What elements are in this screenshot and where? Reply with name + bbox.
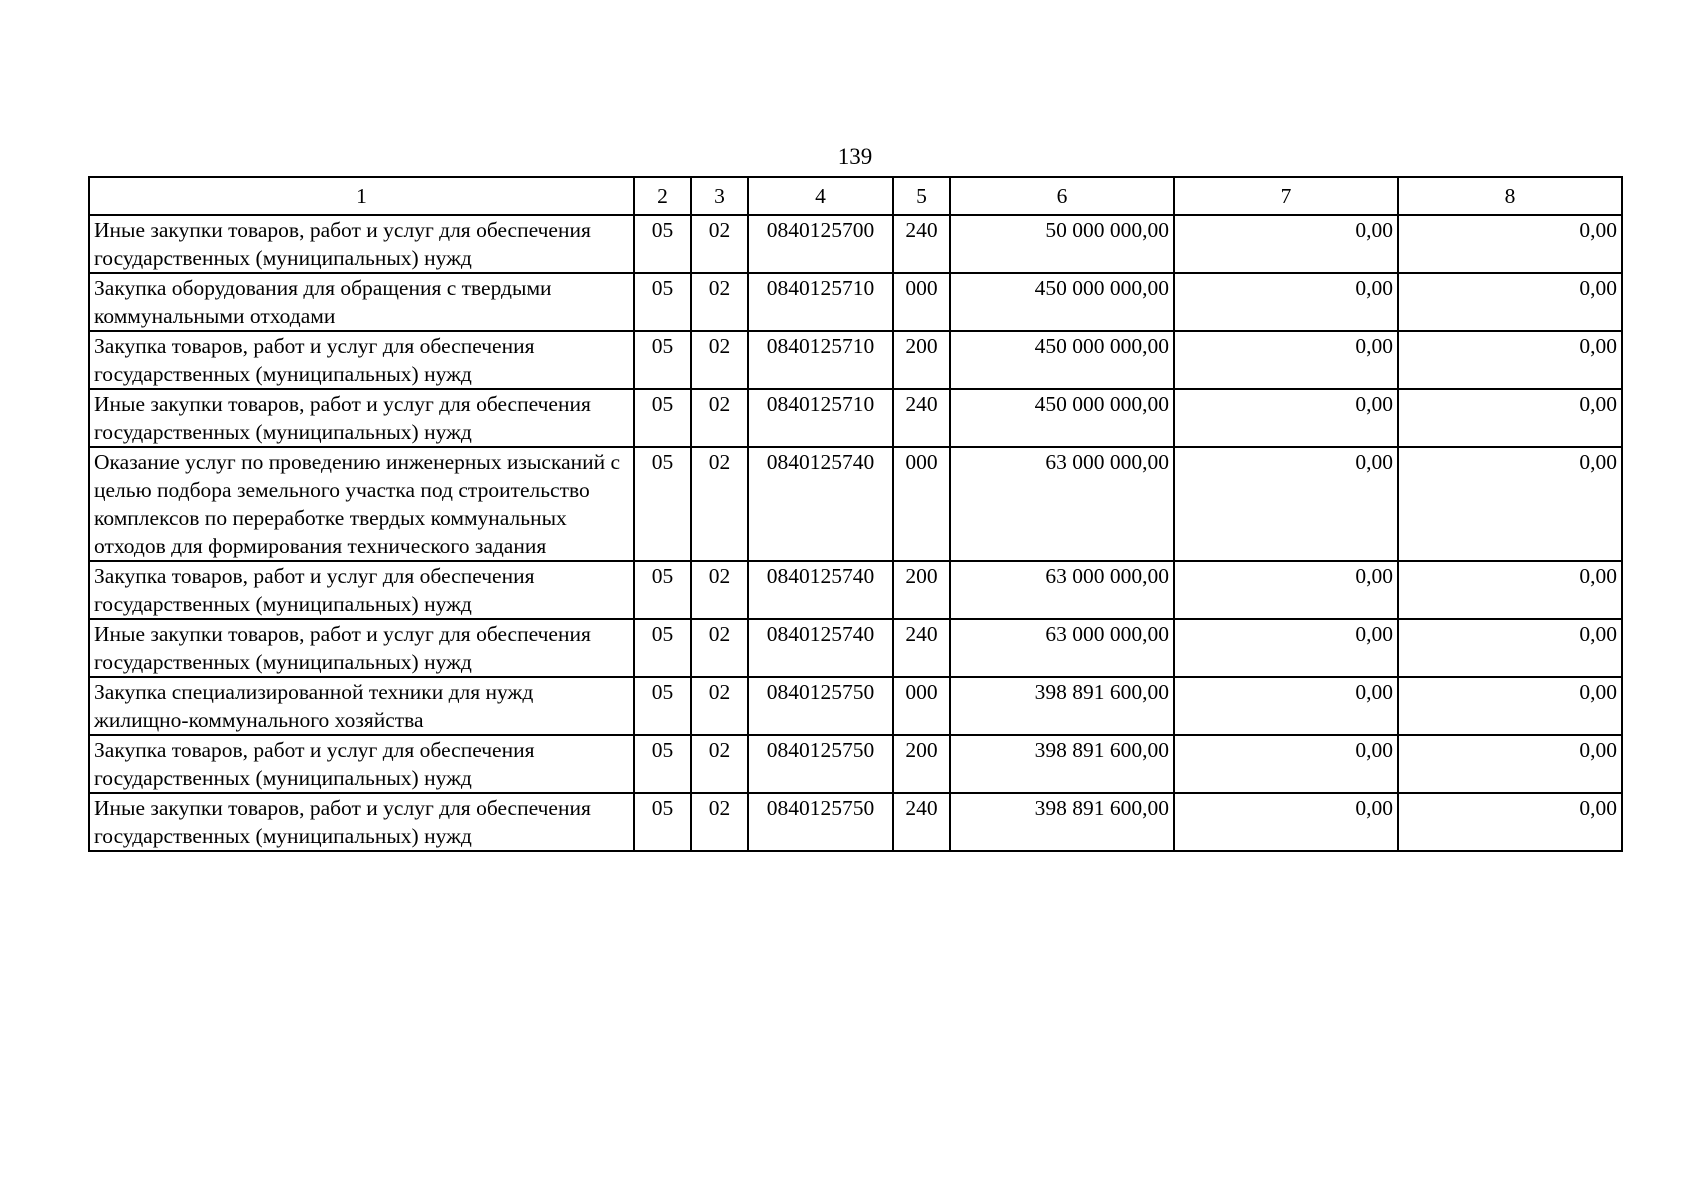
- target-article-cell: 0840125750: [748, 677, 893, 735]
- target-article-cell: 0840125750: [748, 735, 893, 793]
- amount-col6-cell: 63 000 000,00: [950, 619, 1174, 677]
- amount-col6-cell: 398 891 600,00: [950, 677, 1174, 735]
- row-name-cell: Закупка товаров, работ и услуг для обеспечения государственных (муниципальных) нужд: [89, 561, 634, 619]
- table-row: [89, 215, 1622, 273]
- subsection-code-cell: 02: [691, 793, 748, 851]
- section-code-cell: 05: [634, 677, 691, 735]
- amount-col8-cell: 0,00: [1398, 447, 1622, 561]
- amount-col6-cell: 63 000 000,00: [950, 561, 1174, 619]
- amount-col8-cell: 0,00: [1398, 735, 1622, 793]
- target-article-cell: 0840125710: [748, 273, 893, 331]
- target-article-cell: 0840125740: [748, 619, 893, 677]
- amount-col7-cell: 0,00: [1174, 561, 1398, 619]
- section-code-cell: 05: [634, 561, 691, 619]
- subsection-code-cell: 02: [691, 215, 748, 273]
- amount-col8-cell: 0,00: [1398, 215, 1622, 273]
- row-name-cell: Иные закупки товаров, работ и услуг для обеспечения государственных (муниципальных) нужд: [89, 793, 634, 851]
- amount-col8-cell: 0,00: [1398, 677, 1622, 735]
- table-row: [89, 331, 1622, 389]
- expense-type-cell: 240: [893, 793, 950, 851]
- col-header-3: 3: [691, 177, 748, 215]
- amount-col8-cell: 0,00: [1398, 389, 1622, 447]
- target-article-cell: 0840125750: [748, 793, 893, 851]
- amount-col7-cell: 0,00: [1174, 619, 1398, 677]
- amount-col6-cell: 450 000 000,00: [950, 331, 1174, 389]
- subsection-code-cell: 02: [691, 677, 748, 735]
- amount-col6-cell: 63 000 000,00: [950, 447, 1174, 561]
- target-article-cell: 0840125710: [748, 389, 893, 447]
- expense-type-cell: 000: [893, 677, 950, 735]
- subsection-code-cell: 02: [691, 389, 748, 447]
- amount-col6-cell: 398 891 600,00: [950, 735, 1174, 793]
- header-row: [89, 177, 1622, 215]
- table-row: [89, 447, 1622, 561]
- amount-col7-cell: 0,00: [1174, 793, 1398, 851]
- col-header-5: 5: [893, 177, 950, 215]
- subsection-code-cell: 02: [691, 561, 748, 619]
- row-name-cell: Закупка оборудования для обращения с твердыми коммунальными отходами: [89, 273, 634, 331]
- col-header-7: 7: [1174, 177, 1398, 215]
- expense-type-cell: 000: [893, 447, 950, 561]
- table-row: [89, 619, 1622, 677]
- expense-type-cell: 240: [893, 619, 950, 677]
- table-row: [89, 561, 1622, 619]
- target-article-cell: 0840125740: [748, 447, 893, 561]
- row-name-cell: Оказание услуг по проведению инженерных изысканий с целью подбора земельного участка под строительство комплексов по переработке твердых коммунальных отходов для формирования технического задания: [89, 447, 634, 561]
- target-article-cell: 0840125710: [748, 331, 893, 389]
- amount-col8-cell: 0,00: [1398, 793, 1622, 851]
- col-header-2: 2: [634, 177, 691, 215]
- table-row: [89, 735, 1622, 793]
- amount-col8-cell: 0,00: [1398, 619, 1622, 677]
- section-code-cell: 05: [634, 273, 691, 331]
- table-row: [89, 793, 1622, 851]
- row-name-cell: Закупка специализированной техники для нужд жилищно-коммунального хозяйства: [89, 677, 634, 735]
- row-name-cell: Иные закупки товаров, работ и услуг для обеспечения государственных (муниципальных) нужд: [89, 619, 634, 677]
- page-number: 139: [837, 144, 873, 169]
- table-row: [89, 273, 1622, 331]
- amount-col7-cell: 0,00: [1174, 677, 1398, 735]
- subsection-code-cell: 02: [691, 331, 748, 389]
- col-header-1: 1: [89, 177, 634, 215]
- amount-col6-cell: 50 000 000,00: [950, 215, 1174, 273]
- expense-type-cell: 240: [893, 215, 950, 273]
- row-name-cell: Иные закупки товаров, работ и услуг для обеспечения государственных (муниципальных) нужд: [89, 215, 634, 273]
- subsection-code-cell: 02: [691, 447, 748, 561]
- amount-col8-cell: 0,00: [1398, 331, 1622, 389]
- row-name-cell: Иные закупки товаров, работ и услуг для обеспечения государственных (муниципальных) нужд: [89, 389, 634, 447]
- row-name-cell: Закупка товаров, работ и услуг для обеспечения государственных (муниципальных) нужд: [89, 735, 634, 793]
- section-code-cell: 05: [634, 447, 691, 561]
- subsection-code-cell: 02: [691, 735, 748, 793]
- subsection-code-cell: 02: [691, 619, 748, 677]
- table-row: [89, 677, 1622, 735]
- col-header-8: 8: [1398, 177, 1622, 215]
- amount-col6-cell: 398 891 600,00: [950, 793, 1174, 851]
- subsection-code-cell: 02: [691, 273, 748, 331]
- budget-table: [88, 176, 1623, 852]
- col-header-6: 6: [950, 177, 1174, 215]
- section-code-cell: 05: [634, 793, 691, 851]
- table-row: [89, 389, 1622, 447]
- amount-col7-cell: 0,00: [1174, 273, 1398, 331]
- expense-type-cell: 240: [893, 389, 950, 447]
- amount-col6-cell: 450 000 000,00: [950, 273, 1174, 331]
- amount-col8-cell: 0,00: [1398, 561, 1622, 619]
- amount-col6-cell: 450 000 000,00: [950, 389, 1174, 447]
- section-code-cell: 05: [634, 389, 691, 447]
- amount-col7-cell: 0,00: [1174, 447, 1398, 561]
- expense-type-cell: 200: [893, 735, 950, 793]
- amount-col7-cell: 0,00: [1174, 735, 1398, 793]
- section-code-cell: 05: [634, 331, 691, 389]
- expense-type-cell: 200: [893, 561, 950, 619]
- expense-type-cell: 200: [893, 331, 950, 389]
- expense-type-cell: 000: [893, 273, 950, 331]
- amount-col7-cell: 0,00: [1174, 389, 1398, 447]
- amount-col8-cell: 0,00: [1398, 273, 1622, 331]
- section-code-cell: 05: [634, 735, 691, 793]
- target-article-cell: 0840125740: [748, 561, 893, 619]
- col-header-4: 4: [748, 177, 893, 215]
- section-code-cell: 05: [634, 619, 691, 677]
- row-name-cell: Закупка товаров, работ и услуг для обеспечения государственных (муниципальных) нужд: [89, 331, 634, 389]
- target-article-cell: 0840125700: [748, 215, 893, 273]
- amount-col7-cell: 0,00: [1174, 215, 1398, 273]
- section-code-cell: 05: [634, 215, 691, 273]
- amount-col7-cell: 0,00: [1174, 331, 1398, 389]
